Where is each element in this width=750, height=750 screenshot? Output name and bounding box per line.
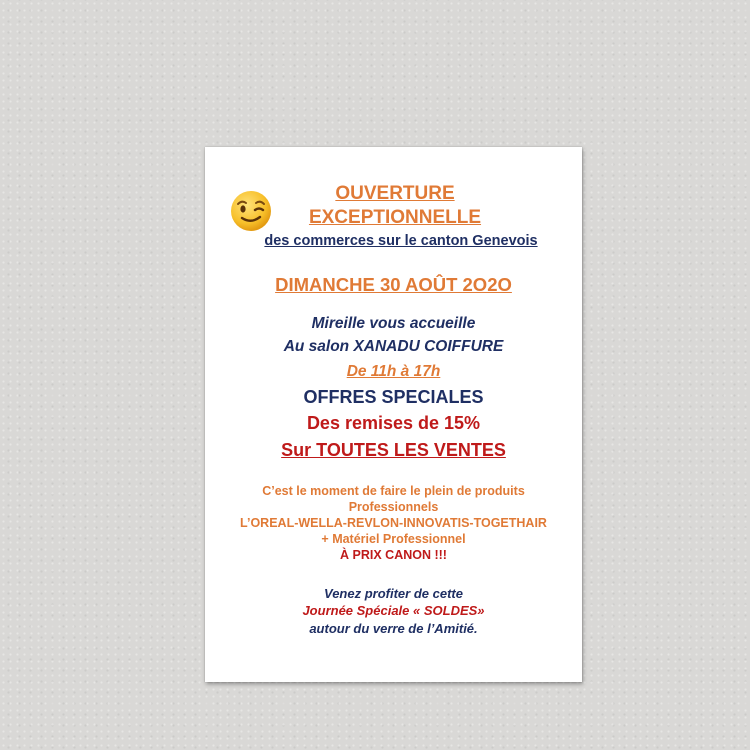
closing-line-3: autour du verre de l’Amitié. <box>309 621 478 636</box>
equipment-text: + Matériel Professionnel <box>321 532 466 546</box>
flyer-sheet <box>205 147 582 682</box>
opening-hours: De 11h à 17h <box>346 363 441 380</box>
brands-list: L’OREAL-WELLA-REVLON-INNOVATIS-TOGETHAIR <box>240 516 547 530</box>
welcome-line-2: Au salon XANADU COIFFURE <box>283 338 504 355</box>
discount-text: Des remises de 15% <box>306 413 481 433</box>
stock-line-2: Professionnels <box>348 500 439 514</box>
all-sales-text: Sur TOUTES LES VENTES <box>281 440 506 460</box>
closing-line-2: Journée Spéciale « SOLDES» <box>302 603 485 618</box>
event-date: DIMANCHE 30 AOÛT 2O2O <box>275 274 512 295</box>
closing-line-1: Venez profiter de cette <box>324 586 463 601</box>
offers-heading: OFFRES SPECIALES <box>303 387 484 407</box>
welcome-line-1: Mireille vous accueille <box>311 315 476 332</box>
stock-line-1: C’est le moment de faire le plein de produits <box>262 484 525 498</box>
price-text: À PRIX CANON !!! <box>340 548 447 562</box>
subtitle: des commerces sur le canton Genevois <box>264 233 538 249</box>
title-line-2: EXCEPTIONNELLE <box>308 207 482 228</box>
title-line-1: OUVERTURE <box>335 183 455 204</box>
